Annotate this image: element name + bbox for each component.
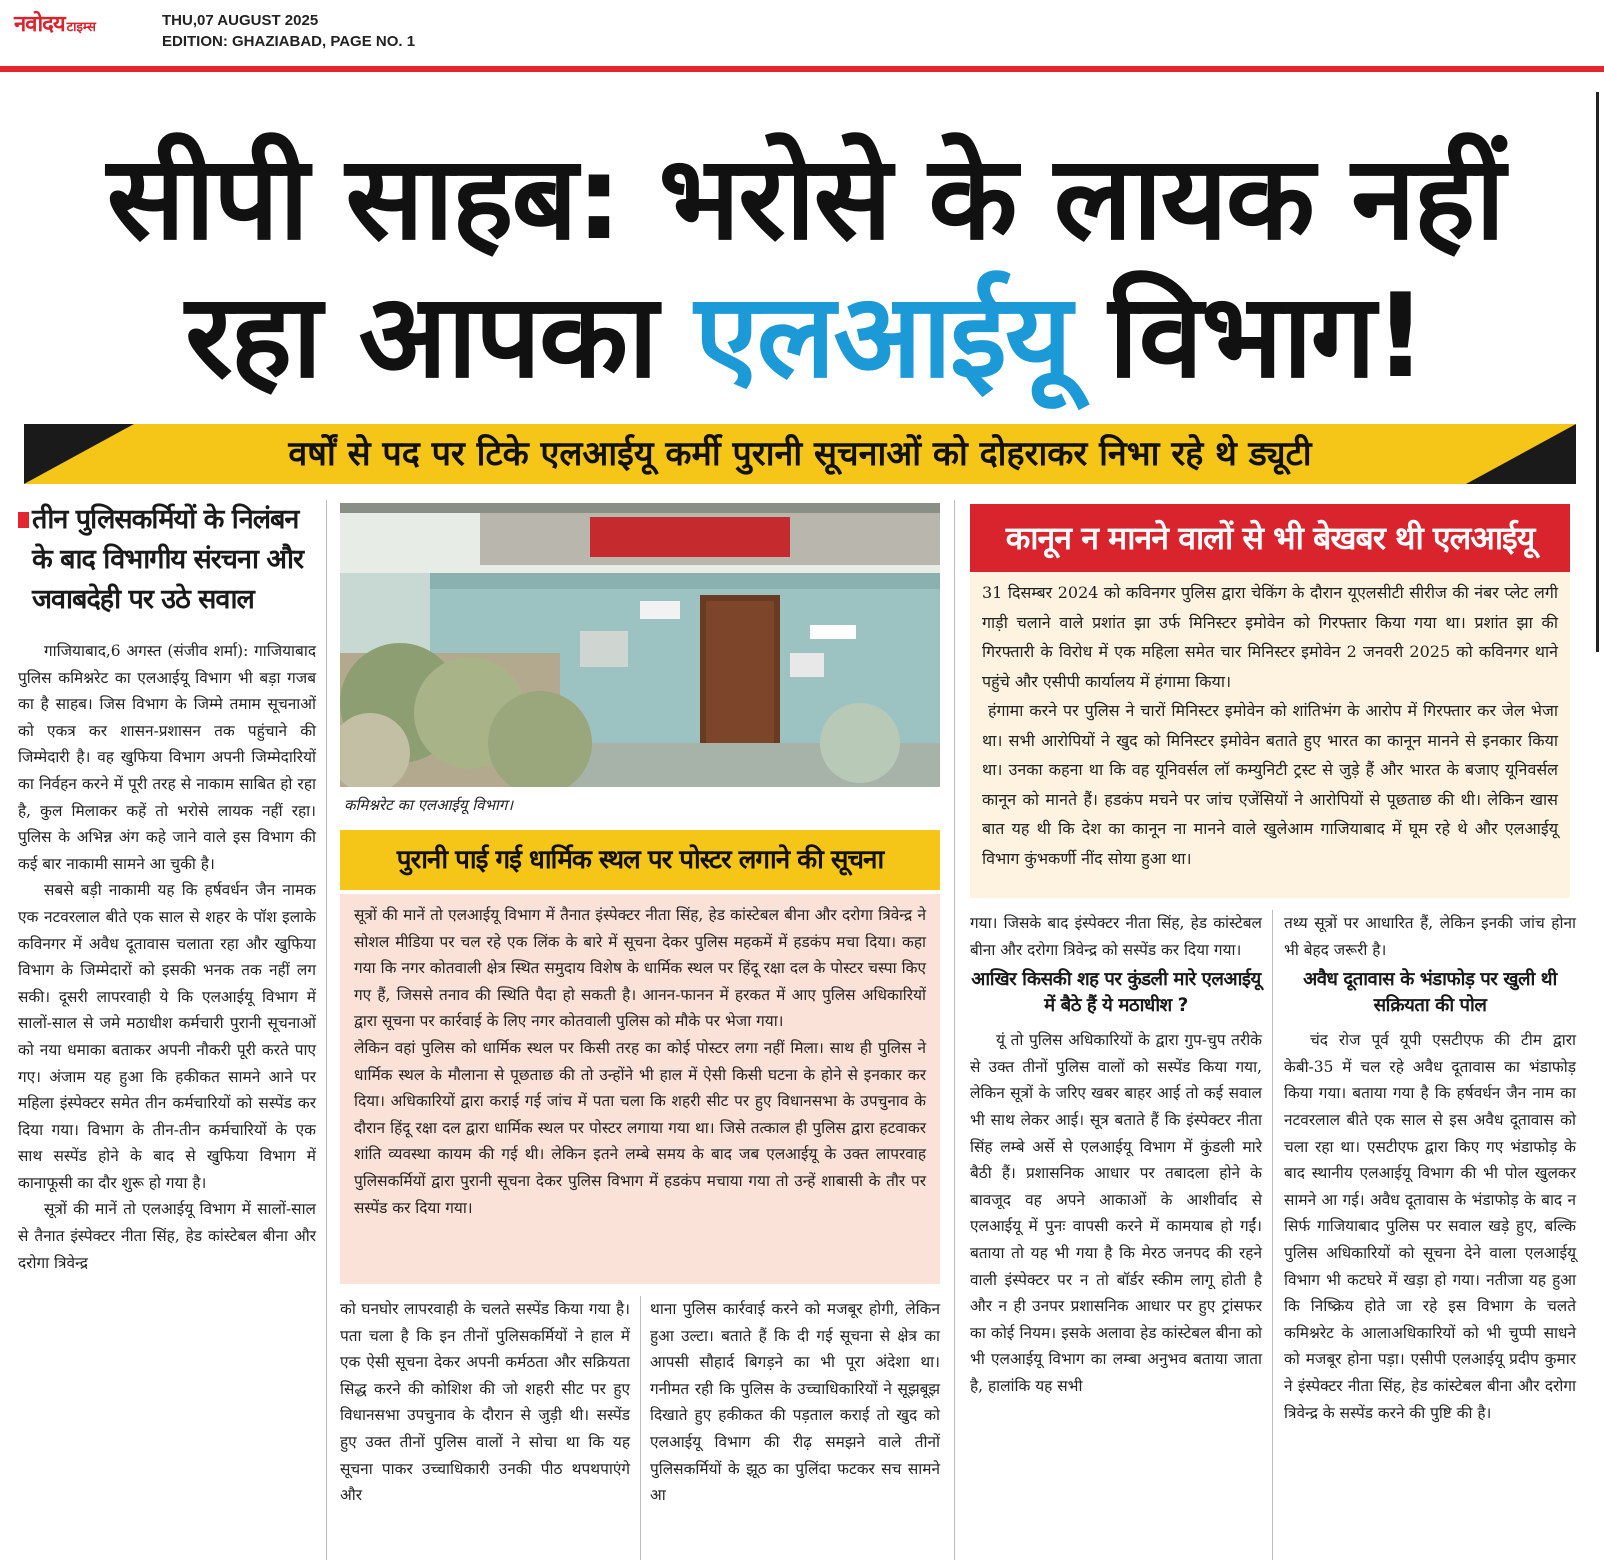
edition-info: EDITION: GHAZIABAD, PAGE NO. 1 xyxy=(162,33,416,50)
middle-column-b xyxy=(650,1296,940,1509)
left-column xyxy=(18,500,316,1276)
banner-text: वर्षों से पद पर टिके एलआईयू कर्मी पुरानी सूचनाओं को दोहराकर निभा रहे थे ड्यूटी xyxy=(288,434,1312,474)
left-paragraph: सूत्रों की मानें तो एलआईयू विभाग में सालों-साल से तैनात इंस्पेक्टर नीता सिंह, हेड कांस्टेबल बीना और दरोगा त्रिवेन्द्र xyxy=(18,1200,316,1272)
right-section-title: कानून न मानने वालों से भी बेखबर थी एलआईयू xyxy=(970,504,1570,572)
middle-col-b-text: थाना पुलिस कार्रवाई करने को मजबूर होगी, लेकिन हुआ उल्टा। बताते हैं कि दी गई सूचना से क्षेत्र का आपसी सौहार्द बिगड़ने का भी पूरा अंदेशा था। गनीमत रही कि पुलिस के उच्चाधिकारियों ने सूझबूझ दिखाते हुए हकीकत की पड़ताल कराई तो खुद को एलआईयू विभाग की रीढ़ समझने वाले तीनों पुलिसकर्मियों के झूठ का पुलिंदा फटकर सच सामने आ xyxy=(650,1300,940,1505)
right-col-a-intro: गया। जिसके बाद इंस्पेक्टर नीता सिंह, हेड कांस्टेबल बीना और दरोगा त्रिवेन्द्र को सस्पेंड कर दिया गया। xyxy=(970,914,1262,959)
right-col-a-body: यूं तो पुलिस अधिकारियों के द्वारा गुप-चुप तरीके से उक्त तीनों पुलिस वालों को सस्पेंड किया गया, लेकिन सूत्रों के जरिए खबर बाहर आई तो कई सवाल भी साथ लेकर आई। सूत्र बताते हैं कि इंस्पेक्टर नीता सिंह लम्बे अर्से से एलआईयू विभाग में कुंडली मारे बैठी हैं। प्रशासनिक आधार पर तबादला होने के बावजूद वह अपने आकाओं के आशीर्वाद से एलआईयू में पुनः वापसी करने में कामयाब हो गईं। बताया तो यह भी गया है कि मेरठ जनपद की रहने वाली इंस्पेक्टर पर न तो बॉर्डर स्कीम लागू होती है और न ही उनपर प्रशासनिक आधार पर हुए ट्रांसफर का कोई नियम। इसके अलावा हेड कांस्टेबल बीना को भी एलआईयू विभाग का लम्बा अनुभव बताया जाता है, हालांकि यह सभी xyxy=(970,1031,1262,1395)
middle-box-paragraph: सूत्रों की मानें तो एलआईयू विभाग में तैनात इंस्पेक्टर नीता सिंह, हेड कांस्टेबल बीना और दरोगा त्रिवेन्द्र ने सोशल मीडिया पर चल रहे एक लिंक के बारे में सूचना देकर पुलिस महकमें में हडकंप मचा दिया। कहा गया कि नगर कोतवाली क्षेत्र स्थित समुदाय विशेष के धार्मिक स्थल पर हिंदू रक्षा दल के पोस्टर चस्पा किए गए हैं, जिससे तनाव की स्थिति पैदा हो सकती है। आनन-फानन में हरकत में आए पुलिस अधिकारियों द्वारा सूचना पर कार्रवाई के लिए नगर कोतवाली पुलिस को मौके पर भेजा गया। xyxy=(354,906,926,1031)
middle-highlight-box xyxy=(340,894,940,1284)
masthead-divider xyxy=(0,66,1604,72)
middle-section-title: पुरानी पाई गई धार्मिक स्थल पर पोस्टर लगाने की सूचना xyxy=(340,830,940,890)
right-col-b-subhead: अवैध दूतावास के भंडाफोड़ पर खुली थी सक्रियता की पोल xyxy=(1303,969,1557,1017)
middle-col-a-text: को घनघोर लापरवाही के चलते सस्पेंड किया गया है। पता चला है कि इन तीनों पुलिसकर्मियों ने हाल में एक ऐसी सूचना देकर अपनी कर्मठता और सक्रियता सिद्ध करने की कोशिश की जो शहरी सीट पर हुए विधानसभा उपचुनाव के दौरान से जुड़ी थी। सस्पेंड हुए उक्त तीनों पुलिस वालों ने सोचा था कि यह सूचना पाकर उच्चाधिकारी उनकी पीठ थपथपाएंगे और xyxy=(340,1300,630,1505)
column-rule xyxy=(326,500,327,1560)
main-headline xyxy=(40,130,1570,406)
middle-column-a xyxy=(340,1296,630,1509)
headline-line-2-pre: रहा आपका xyxy=(185,269,657,404)
headline-line-1: सीपी साहब: भरोसे के लायक नहीं xyxy=(106,131,1504,266)
news-photo xyxy=(340,503,940,787)
bullet-square-icon xyxy=(18,512,29,528)
right-col-b-body: चंद रोज पूर्व यूपी एसटीएफ की टीम द्वारा केबी-35 में चल रहे अवैध दूतावास का भंडाफोड़ किया गया। बताया गया है कि हर्षवर्धन जैन नाम का नटवरलाल बीते एक साल से इस अवैध दूतावास को चला रहा था। एसटीएफ द्वारा किए गए भंडाफोड़ के बाद स्थानीय एलआईयू विभाग की भी पोल खुलकर सामने आ गई। अवैध दूतावास के भंडाफोड़ के बाद न सिर्फ गाजियाबाद पुलिस पर सवाल खड़े हुए, बल्कि पुलिस अधिकारियों को सूचना देने वाला एलआईयू विभाग भी कटघरे में खड़ा हो गया। नतीजा यह हुआ कि निष्क्रिय होते जा रहे इस विभाग के चलते कमिश्नरेट के आलाअधिकारियों को भी चुप्पी साधने को मजबूर होना पड़ा। एसीपी एलआईयू प्रदीप कुमार ने इंस्पेक्टर नीता सिंह, हेड कांस्टेबल बीना और दरोगा त्रिवेन्द्र के सस्पेंड करने की पुष्टि की है। xyxy=(1284,1031,1576,1422)
middle-box-paragraph: लेकिन वहां पुलिस को धार्मिक स्थल पर किसी तरह का कोई पोस्टर लगा नहीं मिला। साथ ही पुलिस ने धार्मिक स्थल के मौलाना से पूछताछ की तो उन्होंने भी हाल में ऐसी किसी घटना के होने से इनकार कर दिया। अधिकारियों द्वारा कराई गई जांच में पता चला कि शहरी सीट पर हुए विधानसभा के उपचुनाव के दौरान हिंदू रक्षा दल द्वारा धार्मिक स्थल पर पोस्टर लगाया गया था। जिसे तत्काल ही पुलिस द्वारा हटवाकर शांति व्यवस्था कायम की गई थी। लेकिन इतने लम्बे समय के बाद जब एलआईयू के उक्त लापरवाह पुलिसकर्मियों द्वारा पुरानी सूचना देकर पुलिस विभाग में हडकंप मचाया गया तो उन्हें शाबासी के तौर पर सस्पेंड कर दिया गया। xyxy=(354,1038,926,1217)
masthead xyxy=(0,0,1604,66)
right-box-paragraph: 31 दिसम्बर 2024 को कविनगर पुलिस द्वारा चेकिंग के दौरान यूएलसीटी सीरीज की नंबर प्लेट लगी गाड़ी चलाने वाले प्रशांत झा उर्फ मिनिस्टर इमोवेन को गिरफ्तार किया गया था। प्रशांत झा की गिरफ्तारी के विरोध में एक महिला समेत चार मिनिस्टर इमोवेन 2 जनवरी 2025 को कविनगर थाने पहुंचे और एसीपी कार्यालय में हंगामा किया। xyxy=(982,583,1558,691)
page-edge-rule xyxy=(1596,92,1599,652)
headline-line-2 xyxy=(40,268,1570,406)
headline-line-2-post: विभाग! xyxy=(1108,269,1425,404)
left-body xyxy=(18,638,316,1276)
right-column-a xyxy=(970,910,1262,1400)
brand-sub: टाइम्स xyxy=(66,20,96,35)
left-paragraph: सबसे बड़ी नाकामी यह कि हर्षवर्धन जैन नामक एक नटवरलाल बीते एक साल से शहर के पॉश इलाके कविनगर में अवैध दूतावास चलाता रहा और खुफिया विभाग के जिम्मेदारों को इसकी भनक तक नहीं लग सकी। दूसरी लापरवाही ये कि एलआईयू विभाग में सालों-साल से जमे मठाधीश कर्मचारी पुरानी सूचनाओं को नया धमाका बताकर अपनी नौकरी पूरी करते पाए गए। अंजाम यह हुआ कि हकीकत सामने आने पर महिला इंस्पेक्टर समेत तीन कर्मचारियों को सस्पेंड कर दिया गया। विभाग के तीन-तीन कर्मचारियों के एक साथ सस्पेंड होने के बाद से खुफिया विभाग में कानाफूसी का दौर शुरू हो गया है। xyxy=(18,881,316,1192)
left-paragraph: गाजियाबाद,6 अगस्त (संजीव शर्मा): गाजियाबाद पुलिस कमिश्नरेट का एलआईयू विभाग भी बड़ा गजब का है साहब। जिस विभाग के जिम्मे तमाम सूचनाओं को एकत्र कर शासन-प्रशासन तक पहुंचाने की जिम्मेदारी है। वह खुफिया विभाग अपनी जिम्मेदारियों का निर्वहन करने में पूरी तरह से नाकाम साबित हो रहा है, कुल मिलाकर कहें तो भरोसे लायक नहीं रहा। पुलिस के अभिन्न अंग कहे जाने वाले इस विभाग की कई बार नाकामी सामने आ चुकी है। xyxy=(18,642,316,873)
brand-logo xyxy=(14,8,96,38)
right-column-b xyxy=(1284,910,1576,1426)
photo-caption: कमिश्नरेट का एलआईयू विभाग। xyxy=(344,796,514,814)
left-subhead: तीन पुलिसकर्मियों के निलंबन के बाद विभागीय संरचना और जवाबदेही पर उठे सवाल xyxy=(18,500,316,620)
column-rule xyxy=(1272,910,1273,1560)
column-rule xyxy=(640,1296,641,1560)
column-rule xyxy=(954,500,955,1560)
right-col-b-intro: तथ्य सूत्रों पर आधारित हैं, लेकिन इनकी जांच होना भी बेहद जरूरी है। xyxy=(1284,914,1576,959)
subheadline-banner xyxy=(24,424,1576,484)
brand-name: नवोदय xyxy=(14,12,65,37)
right-col-a-subhead: आखिर किसकी शह पर कुंडली मारे एलआईयू में बैठे हैं ये मठाधीश ? xyxy=(971,969,1261,1017)
right-highlight-box xyxy=(970,572,1570,898)
edition-meta xyxy=(162,10,415,52)
edition-date: THU,07 AUGUST 2025 xyxy=(162,12,319,29)
right-box-paragraph: हंगामा करने पर पुलिस ने चारों मिनिस्टर इमोवेन को शांतिभंग के आरोप में गिरफ्तार कर जेल भेजा था। सभी आरोपियों ने खुद को मिनिस्टर इमोवेन बताते हुए भारत का कानून मानने से इनकार किया था। उनका कहना था कि वह यूनिवर्सल लॉ कम्युनिटी ट्रस्ट से जुड़े हैं और भारत के बजाए यूनिवर्सल कानून को मानते हैं। हडकंप मचने पर जांच एजेंसियों ने आरोपियों से पूछताछ की थी। लेकिन खास बात यह थी कि देश का कानून ना मानने वाले खुलेआम गाजियाबाद में घूम रहे थे और एलआईयू विभाग कुंभकर्णी नींद सोया हुआ था। xyxy=(982,701,1558,868)
building-photo-illustration xyxy=(340,503,940,787)
headline-highlight: एलआईयू xyxy=(694,269,1071,404)
